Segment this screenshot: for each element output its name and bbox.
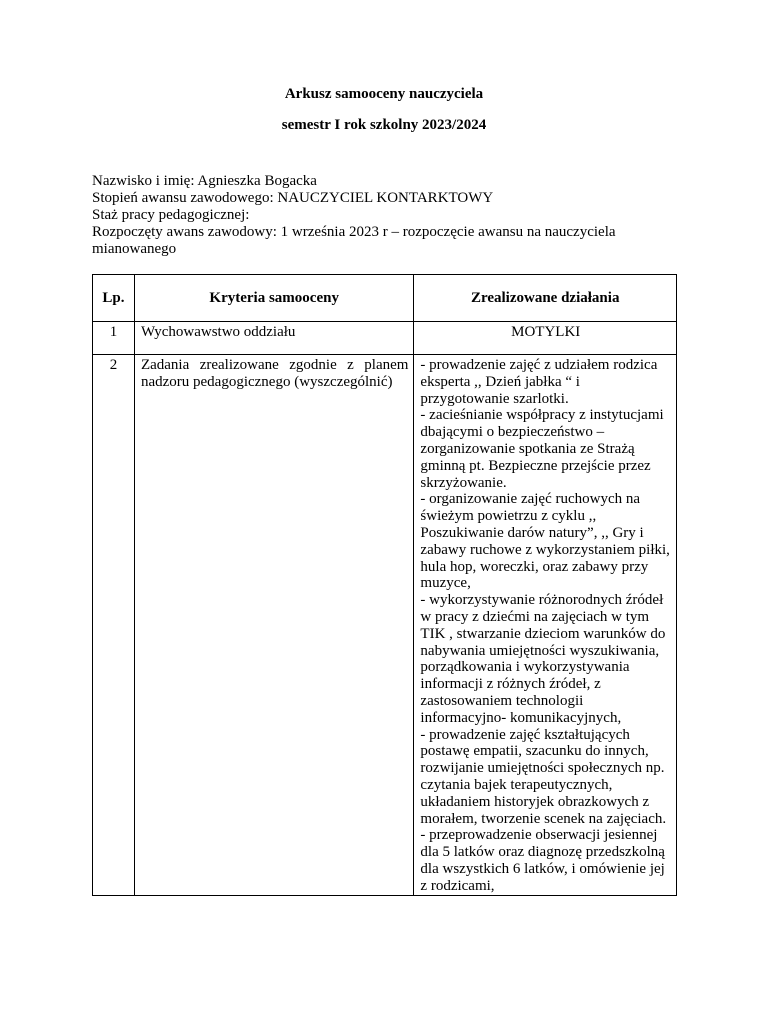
- table-row: [93, 322, 677, 355]
- table-row: [93, 355, 677, 896]
- action-item: - organizowanie zajęć ruchowych na świeżym powietrzu z cyklu ,, Poszukiwanie darów natury”, ,, Gry i zabawy ruchowe z wykorzystaniem piłki, hula hop, woreczki, oraz zabawy przy muzyce,: [420, 491, 670, 592]
- teacher-name: Nazwisko i imię: Agnieszka Bogacka: [92, 173, 317, 189]
- teacher-info: [92, 173, 682, 258]
- table-header-row: [93, 275, 677, 322]
- action-item: MOTYLKI: [511, 324, 581, 340]
- header-lp: Lp.: [93, 275, 135, 322]
- header-criteria: Kryteria samooceny: [134, 275, 413, 322]
- action-item: - zacieśnianie współpracy z instytucjami dbającymi o bezpieczeństwo – zorganizowanie spotkania ze Strażą gminną pt. Bezpieczne przejście przez skrzyżowanie.: [420, 407, 664, 491]
- row-number: 1: [93, 322, 135, 355]
- action-item: - przeprowadzenie obserwacji jesiennej dla 5 latków oraz diagnozę przedszkolną dla wszystkich 6 latków, i omówienie jej z rodzicami,: [420, 827, 665, 894]
- self-assessment-table: [92, 274, 677, 896]
- row-criterion: Zadania zrealizowane zgodnie z planem nadzoru pedagogicznego (wyszczególnić): [134, 355, 413, 896]
- action-item: - prowadzenie zajęć kształtujących postawę empatii, szacunku do innych, rozwijanie umiejętności społecznych np. czytania bajek terapeutycznych, układaniem historyjek obrazkowych z morałem, tworzenie scenek na zajęciach.: [420, 726, 667, 827]
- row-actions: [414, 355, 677, 896]
- row-actions: [414, 322, 677, 355]
- document-title: Arkusz samooceny nauczyciela: [284, 86, 484, 102]
- action-item: - wykorzystywanie różnorodnych źródeł w pracy z dziećmi na zajęciach w tym TIK , stwarzanie dzieciom warunków do nabywania umiejętności wyszukiwania, porządkowania i wykorzystywania informacji z różnych źródeł, z zastosowaniem technologii informacyjno- komunikacyjnych,: [420, 592, 666, 726]
- header-actions: Zrealizowane działania: [414, 275, 677, 322]
- work-experience: Staż pracy pedagogicznej:: [92, 207, 250, 223]
- action-item: - prowadzenie zajęć z udziałem rodzica eksperta ,, Dzień jabłka “ i przygotowanie szarlotki.: [420, 357, 658, 407]
- document-subtitle: semestr I rok szkolny 2023/2024: [281, 117, 487, 133]
- promotion-info: Rozpoczęty awans zawodowy: 1 września 2023 r – rozpoczęcie awansu na nauczyciela mianowanego: [92, 224, 616, 257]
- row-criterion: Wychowawstwo oddziału: [134, 322, 413, 355]
- professional-degree: Stopień awansu zawodowego: NAUCZYCIEL KONTARKTOWY: [92, 190, 494, 206]
- row-number: 2: [93, 355, 135, 896]
